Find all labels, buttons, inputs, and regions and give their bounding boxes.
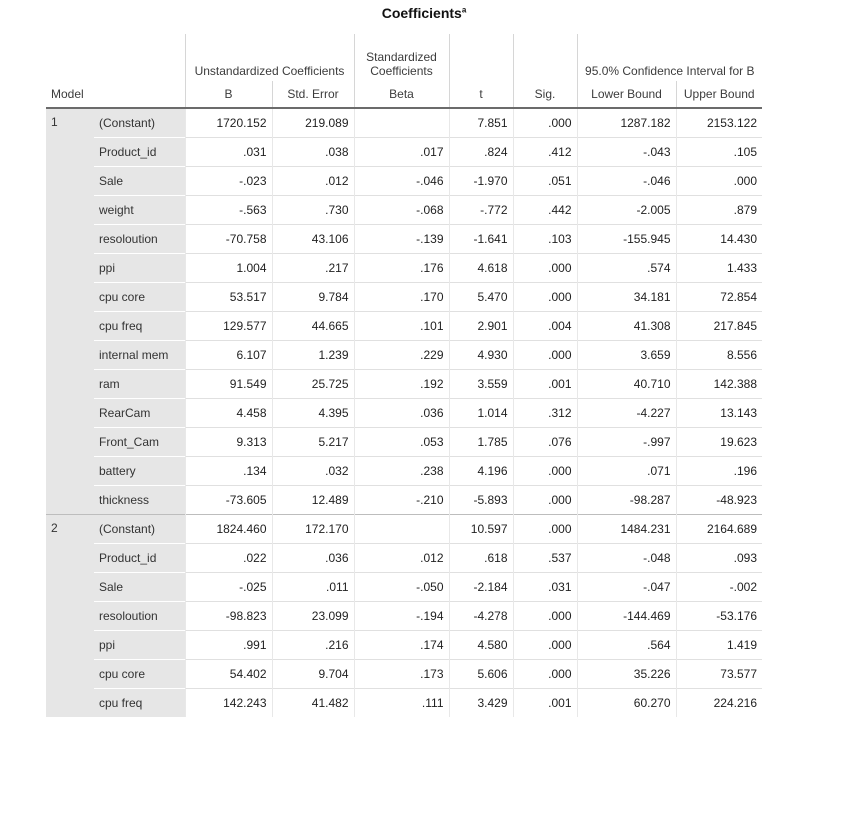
table-row	[46, 370, 762, 399]
b-value: 9.313	[185, 428, 272, 457]
b-value: .991	[185, 631, 272, 660]
beta-value: -.046	[354, 167, 449, 196]
upper-bound-value: 224.216	[676, 689, 762, 718]
beta-value: -.068	[354, 196, 449, 225]
lower-bound-value: -.048	[577, 544, 676, 573]
upper-bound-value: .196	[676, 457, 762, 486]
std-error-value: .012	[272, 167, 354, 196]
unstandardized-header: Unstandardized Coefficients	[185, 34, 354, 81]
std-error-value: 23.099	[272, 602, 354, 631]
table-row	[46, 457, 762, 486]
table-row	[46, 108, 762, 138]
upper-bound-value: 14.430	[676, 225, 762, 254]
variable-name: ppi	[94, 254, 185, 283]
variable-name: Sale	[94, 573, 185, 602]
beta-value: .170	[354, 283, 449, 312]
variable-name: ram	[94, 370, 185, 399]
lower-bound-value: -144.469	[577, 602, 676, 631]
t-value: -5.893	[449, 486, 513, 515]
upper-bound-value: 2153.122	[676, 108, 762, 138]
variable-name: RearCam	[94, 399, 185, 428]
variable-name: Front_Cam	[94, 428, 185, 457]
beta-value: .174	[354, 631, 449, 660]
t-value: 2.901	[449, 312, 513, 341]
variable-name: weight	[94, 196, 185, 225]
variable-name: ppi	[94, 631, 185, 660]
upper-bound-value: 13.143	[676, 399, 762, 428]
std-error-value: 1.239	[272, 341, 354, 370]
sig-value: .001	[513, 689, 577, 718]
sig-value: .000	[513, 515, 577, 544]
sig-value: .312	[513, 399, 577, 428]
beta-value: -.050	[354, 573, 449, 602]
sig-value: .000	[513, 631, 577, 660]
sig-value: .031	[513, 573, 577, 602]
lower-bound-value: 41.308	[577, 312, 676, 341]
t-value: 4.618	[449, 254, 513, 283]
title-superscript: a	[461, 5, 467, 15]
beta-value	[354, 515, 449, 544]
b-value: 129.577	[185, 312, 272, 341]
sig-value: .000	[513, 108, 577, 138]
std-error-value: 5.217	[272, 428, 354, 457]
std-error-value: 43.106	[272, 225, 354, 254]
upper-bound-value: -.002	[676, 573, 762, 602]
variable-name: cpu freq	[94, 312, 185, 341]
sig-value: .000	[513, 283, 577, 312]
t-value: 4.196	[449, 457, 513, 486]
sig-value: .442	[513, 196, 577, 225]
variable-name: internal mem	[94, 341, 185, 370]
t-value: .824	[449, 138, 513, 167]
upper-bound-value: .093	[676, 544, 762, 573]
t-value: 4.580	[449, 631, 513, 660]
b-value: .134	[185, 457, 272, 486]
table-row	[46, 254, 762, 283]
b-header: B	[185, 81, 272, 108]
table-row	[46, 138, 762, 167]
model-number: 1	[46, 108, 94, 515]
header-row-1	[46, 34, 762, 81]
beta-value: -.194	[354, 602, 449, 631]
table-row	[46, 602, 762, 631]
table-row	[46, 689, 762, 718]
lower-bound-value: -98.287	[577, 486, 676, 515]
table-title	[0, 5, 848, 21]
std-error-value: .011	[272, 573, 354, 602]
sig-value: .000	[513, 341, 577, 370]
t-value: 1.785	[449, 428, 513, 457]
b-value: -70.758	[185, 225, 272, 254]
upper-bound-value: -48.923	[676, 486, 762, 515]
std-error-value: .038	[272, 138, 354, 167]
std-error-value: .217	[272, 254, 354, 283]
table-row	[46, 544, 762, 573]
variable-name: Product_id	[94, 138, 185, 167]
b-value: -.023	[185, 167, 272, 196]
header-row-2	[46, 81, 762, 108]
sig-value: .000	[513, 486, 577, 515]
coefficients-table	[46, 34, 762, 717]
sig-value: .103	[513, 225, 577, 254]
beta-value: .238	[354, 457, 449, 486]
b-value: 1.004	[185, 254, 272, 283]
variable-name: (Constant)	[94, 108, 185, 138]
t-value: 4.930	[449, 341, 513, 370]
b-value: -.025	[185, 573, 272, 602]
b-value: -.563	[185, 196, 272, 225]
upper-bound-value: 217.845	[676, 312, 762, 341]
beta-value: .229	[354, 341, 449, 370]
beta-value: .012	[354, 544, 449, 573]
sig-header: Sig.	[513, 81, 577, 108]
variable-name: cpu core	[94, 660, 185, 689]
lower-bound-value: .574	[577, 254, 676, 283]
t-value: 7.851	[449, 108, 513, 138]
t-value: 1.014	[449, 399, 513, 428]
b-value: 54.402	[185, 660, 272, 689]
model-header: Model	[46, 81, 185, 108]
upper-bound-value: .105	[676, 138, 762, 167]
variable-name: resoloution	[94, 602, 185, 631]
upper-bound-value: 8.556	[676, 341, 762, 370]
t-value: -2.184	[449, 573, 513, 602]
t-value: -1.970	[449, 167, 513, 196]
beta-value: .017	[354, 138, 449, 167]
lower-bound-value: -4.227	[577, 399, 676, 428]
coefficients-body	[46, 108, 762, 717]
lower-bound-value: -.047	[577, 573, 676, 602]
lower-bound-value: -.043	[577, 138, 676, 167]
b-value: 1824.460	[185, 515, 272, 544]
t-value: 10.597	[449, 515, 513, 544]
std-error-value: .032	[272, 457, 354, 486]
sig-value: .000	[513, 602, 577, 631]
standardized-header	[354, 34, 449, 81]
table-row	[46, 283, 762, 312]
ci-header: 95.0% Confidence Interval for B	[577, 34, 762, 81]
sig-value: .000	[513, 254, 577, 283]
lower-bound-value: .071	[577, 457, 676, 486]
std-error-value: 9.704	[272, 660, 354, 689]
table-title-text: Coefficients	[381, 5, 462, 21]
variable-name: cpu core	[94, 283, 185, 312]
std-error-value: 4.395	[272, 399, 354, 428]
table-row	[46, 399, 762, 428]
upper-bound-value: 2164.689	[676, 515, 762, 544]
lower-bound-value: -155.945	[577, 225, 676, 254]
beta-header: Beta	[354, 81, 449, 108]
variable-name: (Constant)	[94, 515, 185, 544]
beta-value: .053	[354, 428, 449, 457]
table-row	[46, 312, 762, 341]
sig-value: .412	[513, 138, 577, 167]
std-error-value: .216	[272, 631, 354, 660]
beta-value: .101	[354, 312, 449, 341]
sig-value: .537	[513, 544, 577, 573]
standardized-line2: Coefficients	[370, 64, 433, 78]
sig-value: .076	[513, 428, 577, 457]
std-error-value: 44.665	[272, 312, 354, 341]
beta-value: .176	[354, 254, 449, 283]
lower-bound-value: 40.710	[577, 370, 676, 399]
std-error-value: 25.725	[272, 370, 354, 399]
b-value: -73.605	[185, 486, 272, 515]
model-number: 2	[46, 515, 94, 718]
std-error-value: 12.489	[272, 486, 354, 515]
beta-value: .111	[354, 689, 449, 718]
t-value: 3.429	[449, 689, 513, 718]
beta-value: .036	[354, 399, 449, 428]
upper-bound-value: 72.854	[676, 283, 762, 312]
sig-value: .001	[513, 370, 577, 399]
variable-name: battery	[94, 457, 185, 486]
table-row	[46, 196, 762, 225]
sig-value: .000	[513, 660, 577, 689]
lower-bound-value: 1287.182	[577, 108, 676, 138]
lower-bound-value: -.997	[577, 428, 676, 457]
upper-bound-value: 142.388	[676, 370, 762, 399]
beta-value: .192	[354, 370, 449, 399]
table-row	[46, 515, 762, 544]
coefficients-table-frame	[46, 34, 786, 710]
t-value: 5.470	[449, 283, 513, 312]
std-error-value: 219.089	[272, 108, 354, 138]
t-value: -4.278	[449, 602, 513, 631]
t-value: 5.606	[449, 660, 513, 689]
table-row	[46, 225, 762, 254]
b-value: 4.458	[185, 399, 272, 428]
t-value: .618	[449, 544, 513, 573]
beta-value: -.139	[354, 225, 449, 254]
lower-bound-value: .564	[577, 631, 676, 660]
lower-bound-value: -2.005	[577, 196, 676, 225]
b-value: .022	[185, 544, 272, 573]
beta-value: .173	[354, 660, 449, 689]
b-value: .031	[185, 138, 272, 167]
standardized-line1: Standardized	[366, 50, 437, 64]
table-row	[46, 573, 762, 602]
sig-value: .004	[513, 312, 577, 341]
std-error-value: 9.784	[272, 283, 354, 312]
sig-value: .000	[513, 457, 577, 486]
b-value: 6.107	[185, 341, 272, 370]
upper-bound-value: 1.433	[676, 254, 762, 283]
t-value: -1.641	[449, 225, 513, 254]
std-error-header: Std. Error	[272, 81, 354, 108]
std-error-value: 172.170	[272, 515, 354, 544]
std-error-value: .730	[272, 196, 354, 225]
t-header: t	[449, 81, 513, 108]
lower-bound-value: 1484.231	[577, 515, 676, 544]
variable-name: thickness	[94, 486, 185, 515]
table-row	[46, 486, 762, 515]
lower-bound-header: Lower Bound	[577, 81, 676, 108]
lower-bound-value: 60.270	[577, 689, 676, 718]
lower-bound-value: -.046	[577, 167, 676, 196]
table-row	[46, 428, 762, 457]
table-row	[46, 341, 762, 370]
upper-bound-value: 73.577	[676, 660, 762, 689]
beta-value: -.210	[354, 486, 449, 515]
upper-bound-header: Upper Bound	[676, 81, 762, 108]
upper-bound-value: .000	[676, 167, 762, 196]
variable-name: Sale	[94, 167, 185, 196]
lower-bound-value: 34.181	[577, 283, 676, 312]
table-row	[46, 660, 762, 689]
std-error-value: .036	[272, 544, 354, 573]
variable-name: resoloution	[94, 225, 185, 254]
b-value: 1720.152	[185, 108, 272, 138]
upper-bound-value: .879	[676, 196, 762, 225]
t-value: 3.559	[449, 370, 513, 399]
b-value: -98.823	[185, 602, 272, 631]
lower-bound-value: 3.659	[577, 341, 676, 370]
beta-value	[354, 108, 449, 138]
lower-bound-value: 35.226	[577, 660, 676, 689]
upper-bound-value: -53.176	[676, 602, 762, 631]
sig-value: .051	[513, 167, 577, 196]
upper-bound-value: 19.623	[676, 428, 762, 457]
variable-name: Product_id	[94, 544, 185, 573]
b-value: 53.517	[185, 283, 272, 312]
t-value: -.772	[449, 196, 513, 225]
b-value: 91.549	[185, 370, 272, 399]
table-row	[46, 167, 762, 196]
std-error-value: 41.482	[272, 689, 354, 718]
table-row	[46, 631, 762, 660]
upper-bound-value: 1.419	[676, 631, 762, 660]
b-value: 142.243	[185, 689, 272, 718]
variable-name: cpu freq	[94, 689, 185, 718]
